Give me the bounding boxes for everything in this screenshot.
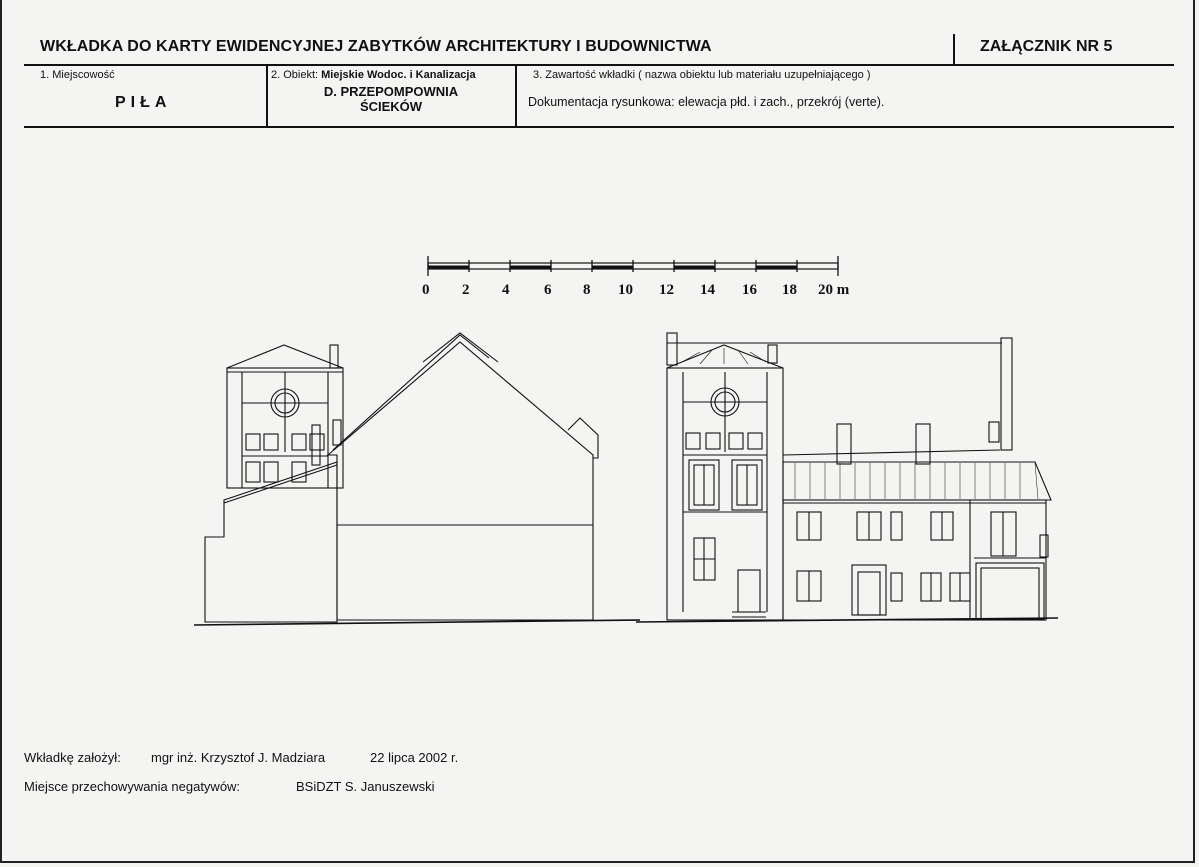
object-label: 2. Obiekt: bbox=[271, 69, 319, 81]
content-value: Dokumentacja rysunkowa: elewacja płd. i zach., przekrój (verte). bbox=[528, 95, 885, 109]
author-label: Wkładkę założył: bbox=[24, 750, 121, 765]
object-name-line1: D. PRZEPOMPOWNIA bbox=[323, 84, 459, 99]
storage-label: Miejsce przechowywania negatywów: bbox=[24, 779, 241, 794]
storage-value: BSiDZT S. Januszewski bbox=[296, 779, 435, 794]
object-name-line2: ŚCIEKÓW bbox=[359, 99, 423, 114]
scale-label-10: 10 bbox=[618, 282, 633, 298]
locality-value: PIŁA bbox=[115, 94, 172, 111]
scale-bar bbox=[428, 256, 838, 276]
south-elevation bbox=[636, 333, 1058, 622]
scale-label-2: 2 bbox=[462, 282, 470, 298]
scale-label-16: 16 bbox=[742, 282, 757, 298]
scale-label-18: 18 bbox=[782, 282, 797, 298]
object-owner: Miejskie Wodoc. i Kanalizacja bbox=[321, 69, 476, 81]
scale-label-8: 8 bbox=[583, 282, 591, 298]
scale-label-4: 4 bbox=[502, 282, 510, 298]
west-elevation bbox=[194, 333, 640, 625]
scale-label-6: 6 bbox=[544, 282, 552, 298]
scale-label-20: 20 m bbox=[818, 282, 850, 298]
document-title: WKŁADKA DO KARTY EWIDENCYJNEJ ZABYTKÓW ARCHITEKTURY I BUDOWNICTWA bbox=[40, 38, 712, 55]
scale-labels bbox=[422, 282, 850, 298]
scale-label-0: 0 bbox=[422, 282, 430, 298]
author-name: mgr inż. Krzysztof J. Madziara bbox=[151, 750, 326, 765]
scale-label-12: 12 bbox=[659, 282, 674, 298]
scale-label-14: 14 bbox=[700, 282, 715, 298]
content-label: 3. Zawartość wkładki ( nazwa obiektu lub materiału uzupełniającego ) bbox=[533, 69, 871, 81]
locality-label: 1. Miejscowość bbox=[40, 69, 115, 81]
annex-number: ZAŁĄCZNIK NR 5 bbox=[980, 38, 1113, 55]
author-date: 22 lipca 2002 r. bbox=[370, 750, 459, 765]
